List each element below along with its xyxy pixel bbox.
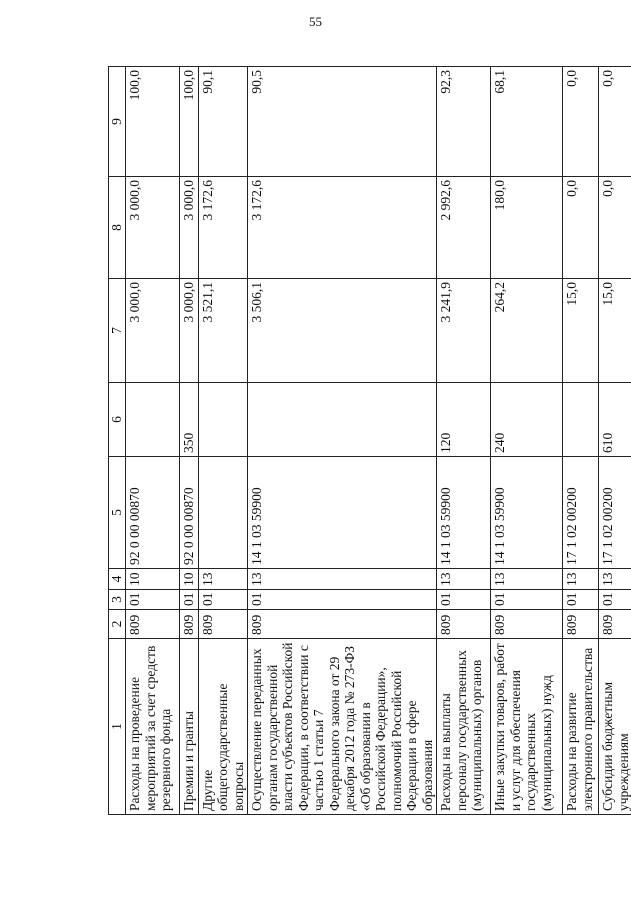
cell-c4: 13 [248, 569, 437, 590]
cell-c6: 350 [180, 383, 199, 457]
cell-c3: 01 [437, 590, 491, 610]
cell-c7: 3 521,1 [198, 279, 248, 383]
row-name: Субсидии бюджетным учреждениям [599, 639, 631, 815]
cell-c3: 01 [198, 590, 248, 610]
cell-c3: 01 [248, 590, 437, 610]
cell-c5: 92 0 00 00870 [126, 457, 180, 569]
cell-c6 [563, 383, 599, 457]
cell-c9: 100,0 [126, 67, 180, 177]
cell-c9: 90,1 [198, 67, 248, 177]
cell-c3: 01 [563, 590, 599, 610]
cell-c4: 13 [563, 569, 599, 590]
cell-c8: 3 000,0 [126, 177, 180, 279]
page-number: 55 [309, 14, 322, 29]
cell-c4: 13 [437, 569, 491, 590]
cell-c2: 809 [180, 610, 199, 639]
cell-c9: 92,3 [437, 67, 491, 177]
cell-c6: 240 [491, 383, 563, 457]
cell-c7: 15,0 [599, 279, 631, 383]
column-header: 3 [109, 590, 126, 610]
column-header: 6 [109, 383, 126, 457]
row-name: Премии и гранты [180, 639, 199, 815]
cell-c5: 17 1 02 00200 [563, 457, 599, 569]
table-row [563, 67, 599, 815]
cell-c6 [248, 383, 437, 457]
table-row [437, 67, 491, 815]
cell-c7: 3 506,1 [248, 279, 437, 383]
cell-c2: 809 [491, 610, 563, 639]
table-row [198, 67, 248, 815]
cell-c8: 0,0 [563, 177, 599, 279]
cell-c3: 01 [180, 590, 199, 610]
cell-c2: 809 [599, 610, 631, 639]
cell-c5: 92 0 00 00870 [180, 457, 199, 569]
row-name: Расходы на выплаты персоналу государственных (муниципальных) органов [437, 639, 491, 815]
header-row [109, 67, 126, 815]
row-name: Расходы на развитие электронного правительства [563, 639, 599, 815]
cell-c4: 13 [198, 569, 248, 590]
cell-c2: 809 [437, 610, 491, 639]
cell-c8: 3 000,0 [180, 177, 199, 279]
cell-c8: 180,0 [491, 177, 563, 279]
cell-c9: 68,1 [491, 67, 563, 177]
cell-c5: 14 1 03 59900 [437, 457, 491, 569]
column-header: 8 [109, 177, 126, 279]
cell-c4: 10 [180, 569, 199, 590]
cell-c3: 01 [599, 590, 631, 610]
cell-c9: 0,0 [599, 67, 631, 177]
row-name: Иные закупки товаров, работ и услуг для обеспечения государственных (муниципальных) нужд [491, 639, 563, 815]
column-header: 1 [109, 639, 126, 815]
table-row [180, 67, 199, 815]
row-name: Осуществление переданных органам государственной власти субъектов Российской Федерации, в соответствии с частью 1 статьи 7 Федерального закона от 29 декабря 2012 года № 273-ФЗ «Об образовании в Российской Федерации», полномочий Российской Федерации в сфере образования [248, 639, 437, 815]
cell-c9: 90,5 [248, 67, 437, 177]
column-header: 4 [109, 569, 126, 590]
cell-c6 [198, 383, 248, 457]
column-header: 2 [109, 610, 126, 639]
cell-c2: 809 [126, 610, 180, 639]
cell-c4: 13 [491, 569, 563, 590]
cell-c8: 3 172,6 [198, 177, 248, 279]
cell-c3: 01 [491, 590, 563, 610]
cell-c8: 2 992,6 [437, 177, 491, 279]
cell-c6: 610 [599, 383, 631, 457]
cell-c9: 100,0 [180, 67, 199, 177]
cell-c5: 17 1 02 00200 [599, 457, 631, 569]
cell-c8: 3 172,6 [248, 177, 437, 279]
cell-c8: 0,0 [599, 177, 631, 279]
cell-c6: 120 [437, 383, 491, 457]
column-header: 9 [109, 67, 126, 177]
cell-c3: 01 [126, 590, 180, 610]
cell-c7: 15,0 [563, 279, 599, 383]
cell-c2: 809 [248, 610, 437, 639]
table-row [599, 67, 631, 815]
cell-c7: 3 241,9 [437, 279, 491, 383]
cell-c7: 264,2 [491, 279, 563, 383]
cell-c4: 10 [126, 569, 180, 590]
table-row [126, 67, 180, 815]
cell-c7: 3 000,0 [180, 279, 199, 383]
cell-c5 [198, 457, 248, 569]
cell-c6 [126, 383, 180, 457]
cell-c5: 14 1 03 59900 [248, 457, 437, 569]
cell-c4: 13 [599, 569, 631, 590]
cell-c2: 809 [563, 610, 599, 639]
table-row [248, 67, 437, 815]
column-header: 7 [109, 279, 126, 383]
cell-c9: 0,0 [563, 67, 599, 177]
cell-c5: 14 1 03 59900 [491, 457, 563, 569]
row-name: Другие общегосударственные вопросы [198, 639, 248, 815]
budget-table [108, 66, 631, 815]
cell-c2: 809 [198, 610, 248, 639]
column-header: 5 [109, 457, 126, 569]
rotated-table-container [108, 67, 631, 815]
table-row [491, 67, 563, 815]
cell-c7: 3 000,0 [126, 279, 180, 383]
row-name: Расходы на проведение мероприятий за счет средств резервного фонда [126, 639, 180, 815]
